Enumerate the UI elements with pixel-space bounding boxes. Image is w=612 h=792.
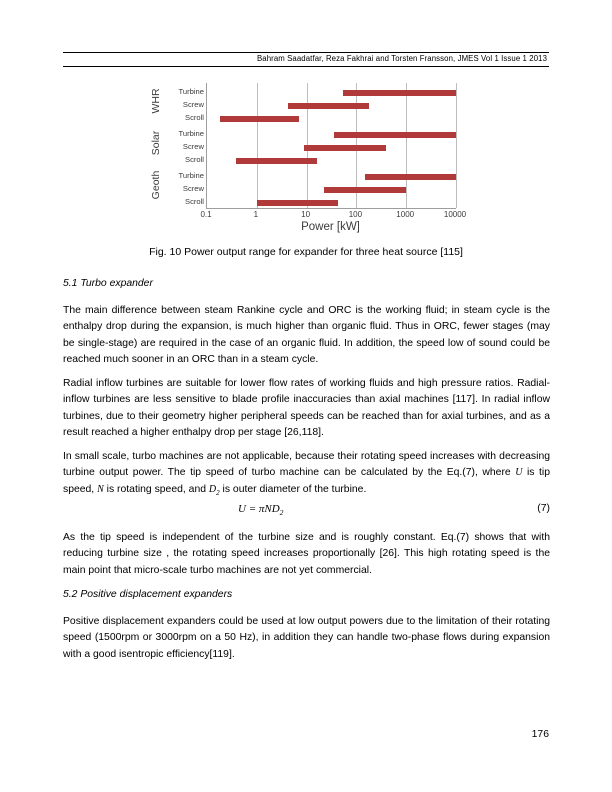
paragraph-5-1-3 — [63, 449, 550, 501]
chart-range-bar — [365, 174, 456, 180]
chart-group-label: Solar — [150, 130, 162, 156]
chart-row-label: Screw — [182, 142, 204, 151]
variable-d2-base: D — [208, 483, 217, 495]
chart-gridline — [456, 83, 457, 208]
paragraph-5-1-3-part-a: In small scale, turbo machines are not applicable, because their rotating speed increases with decreasing turbine output power. The tip speed of turbo machine can be calculated by the Eq.(7), where — [63, 451, 550, 479]
paragraph-5-1-2: Radial inflow turbines are suitable for lower flow rates of working fluids and high pressure ratios. Radial-inflow turbines are less sensitive to blade profile inaccuracies than axial machines [117]. In radial inflow turbines, due to their geometry higher peripheral speeds can be reached than for axial turbines, and as a result reached a higher enthalpy drop per stage [26,118]. — [63, 378, 550, 438]
equation-7-row — [63, 503, 550, 521]
paragraph-5-1-1: The main difference between steam Rankine cycle and ORC is the working fluid; in steam cycle is the enthalpy drop during the expansion, is much higher than organic fluid. Thus in ORC, fewer stages (may be single-stage) are required in the case of an organic fluid. In addition, the speed low of sound could be reached much sooner in an ORC than in a steam cycle. — [63, 305, 550, 365]
power-range-chart — [148, 80, 484, 232]
equation-7-number: (7) — [537, 503, 550, 514]
chart-range-bar — [220, 116, 300, 122]
section-heading-5-2: 5.2 Positive displacement expanders — [63, 589, 233, 600]
variable-d2-subscript: 2 — [216, 488, 220, 497]
chart-row-label: Scroll — [185, 113, 204, 122]
chart-range-bar — [304, 145, 386, 151]
variable-u: U — [515, 467, 523, 479]
paragraph-5-1-3-part-b: is tip speed, — [63, 467, 550, 495]
chart-row-label: Scroll — [185, 197, 204, 206]
chart-x-tick: 0.1 — [200, 210, 212, 219]
paragraph-5-1-3-part-c: is rotating speed, and — [103, 483, 209, 495]
page-number: 176 — [531, 729, 549, 740]
chart-group-label: Geoth — [150, 170, 162, 200]
chart-gridline — [406, 83, 407, 208]
chart-range-bar — [257, 200, 338, 206]
paragraph-5-1-4: As the tip speed is independent of the turbine size and is roughly constant. Eq.(7) shows that with reducing turbine size , the rotating speed increases proportionally [26]. This high rotating speed is the main point that micro-scale turbo machines are not yet commercial. — [63, 532, 550, 576]
chart-x-tick: 1000 — [396, 210, 415, 219]
chart-x-axis-title: Power [kW] — [301, 221, 360, 233]
variable-d2 — [209, 484, 220, 495]
chart-row-labels — [165, 80, 206, 211]
chart-range-bar — [324, 187, 407, 193]
figure-caption: Fig. 10 Power output range for expander for three heat source [115] — [149, 246, 463, 258]
chart-plot-area — [206, 83, 456, 209]
paragraph-5-2-1: Positive displacement expanders could be used at low output powers due to the limitation of their rotating speed (1500rpm or 3000rpm on a 50 Hz), in addition they can handle two-phase flows during expansion with a good isentropic efficiency[119]. — [63, 616, 550, 660]
chart-range-bar — [236, 158, 317, 164]
header-rule-top — [63, 52, 549, 53]
chart-x-tick: 1 — [253, 210, 259, 219]
chart-row-label: Turbine — [178, 87, 204, 96]
variable-n: N — [97, 483, 104, 495]
paragraph-5-1-3-part-d: is outer diameter of the turbine. — [219, 483, 367, 495]
chart-gridline — [257, 83, 258, 208]
chart-row-label: Turbine — [178, 129, 204, 138]
chart-range-bar — [343, 90, 456, 96]
header-rule-bottom — [63, 66, 549, 67]
equation-7-body — [238, 503, 283, 517]
equation-7-subscript: 2 — [279, 508, 284, 518]
equation-7-expression: U = πND — [238, 503, 280, 515]
chart-group-labels — [148, 80, 165, 211]
chart-x-tick: 10 — [301, 210, 311, 219]
chart-x-tick: 100 — [348, 210, 363, 219]
chart-row-label: Turbine — [178, 171, 204, 180]
chart-range-bar — [334, 132, 456, 138]
figure-10 — [148, 80, 484, 232]
running-header: Bahram Saadatfar, Reza Fakhrai and Torsten Fransson, JMES Vol 1 Issue 1 2013 — [256, 54, 547, 63]
chart-row-label: Scroll — [185, 155, 204, 164]
chart-x-tick: 10000 — [443, 210, 467, 219]
chart-range-bar — [288, 103, 369, 109]
chart-group-label: WHR — [150, 88, 162, 114]
chart-row-label: Screw — [182, 184, 204, 193]
section-heading-5-1: 5.1 Turbo expander — [63, 278, 153, 289]
chart-row-label: Screw — [182, 100, 204, 109]
